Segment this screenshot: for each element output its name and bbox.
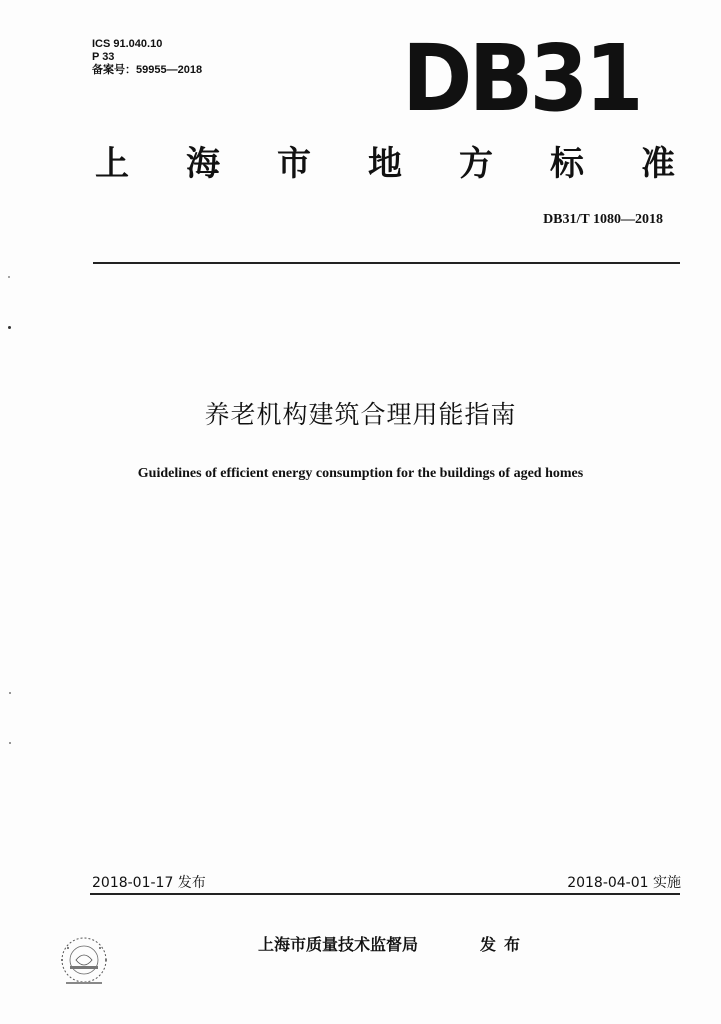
implementation-date: 2018-04-01 实施 [567, 875, 681, 891]
db31-logo: DB31 [402, 25, 640, 132]
scan-speck [9, 742, 11, 744]
standard-type-char: 市 [277, 144, 311, 184]
issue-date: 2018-01-17 发布 [92, 875, 206, 891]
document-title-english: Guidelines of efficient energy consumption for the buildings of aged homes [137, 466, 584, 481]
issuing-action: 发布 [480, 935, 529, 954]
standard-type-char: 海 [186, 144, 220, 184]
category-code: P 33 [92, 51, 115, 63]
ics-code: ICS 91.040.10 [92, 38, 163, 50]
bottom-divider [90, 893, 680, 895]
scan-speck [9, 692, 11, 694]
standard-type-char: 上 [95, 144, 129, 184]
standard-type-title [95, 142, 675, 186]
issuing-authority: 上海市质量技术监督局 [258, 935, 419, 954]
standard-type-char: 准 [641, 144, 675, 184]
top-divider [93, 262, 680, 264]
standard-type-char: 标 [550, 144, 584, 184]
scan-speck [8, 276, 10, 278]
library-stamp-icon [48, 930, 120, 994]
standard-type-char: 地 [368, 144, 402, 184]
scan-speck [8, 326, 11, 329]
standard-number: DB31/T 1080—2018 [543, 212, 663, 227]
standard-type-char: 方 [459, 144, 493, 184]
filing-number: 备案号：59955—2018 [92, 64, 203, 76]
document-title-chinese: 养老机构建筑合理用能指南 [204, 400, 517, 429]
classification-block [92, 38, 202, 77]
